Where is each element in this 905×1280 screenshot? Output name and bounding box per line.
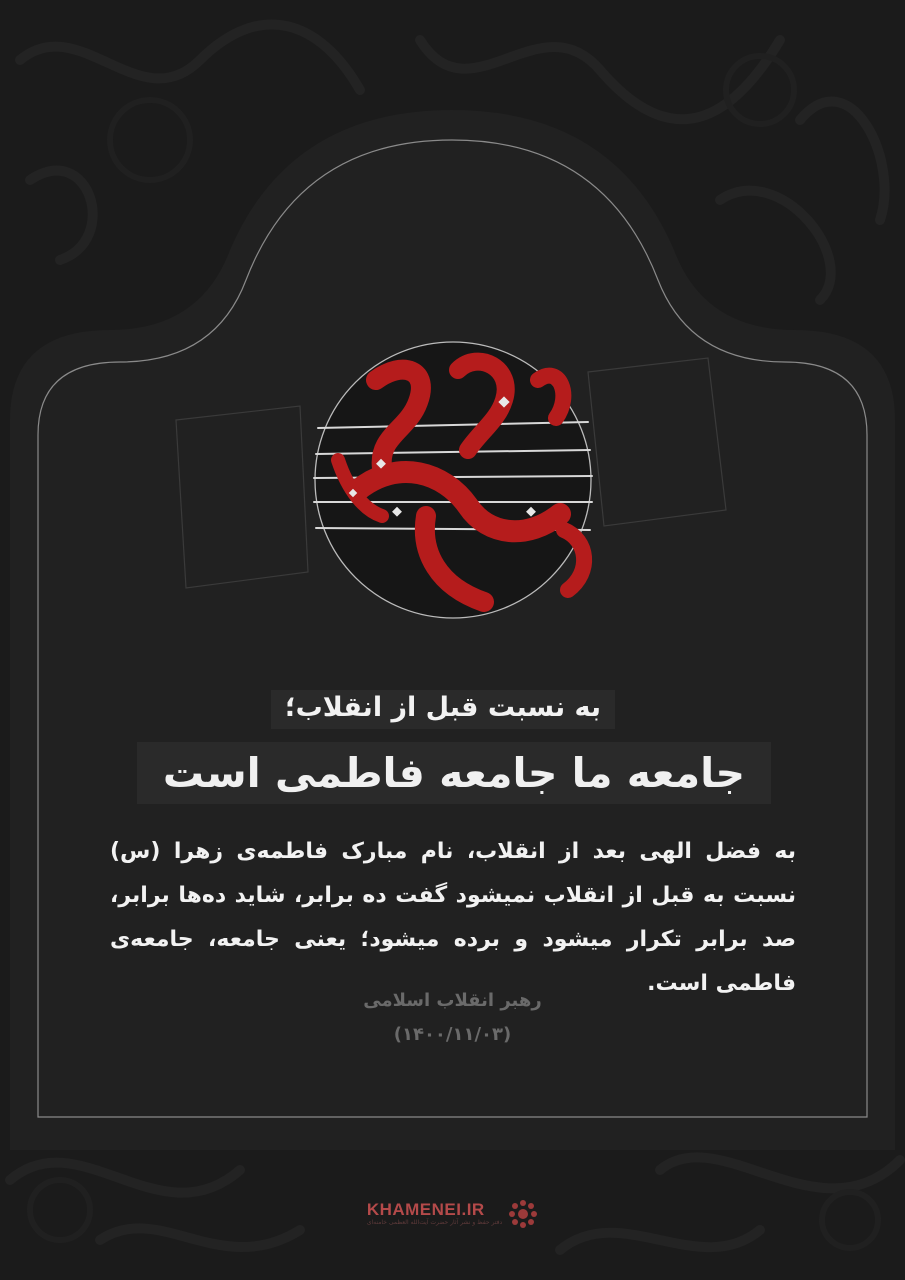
khamenei-logo-icon: [508, 1199, 538, 1229]
quote-source: رهبر انقلاب اسلامی: [363, 990, 542, 1011]
subtitle: به نسبت قبل از انقلاب؛: [271, 690, 615, 729]
calligraphy-emblem-icon: [168, 340, 738, 620]
headline: جامعه ما جامعه فاطمی است: [137, 742, 771, 804]
site-tagline: دفتر حفظ و نشر آثار حضرت آیت‌الله العظمی خامنه‌ای: [366, 1219, 503, 1226]
quote-date: (۱۴۰۰/۱۱/۰۳): [393, 1024, 512, 1045]
calligraphy-emblem: [168, 340, 738, 620]
footer-logo[interactable]: [0, 1192, 905, 1236]
quote-body: به فضل الهی بعد از انقلاب، نام مبارک فاطمه‌ی زهرا (س) نسبت به قبل از انقلاب نمیشود گفت ده برابر، شاید ده‌ها برابر، صد برابر تکرار میشود و برده میشود؛ یعنی جامعه، جامعه‌ی فاطمی است.: [110, 839, 796, 996]
site-name: KHAMENEI.IR: [366, 1200, 485, 1219]
